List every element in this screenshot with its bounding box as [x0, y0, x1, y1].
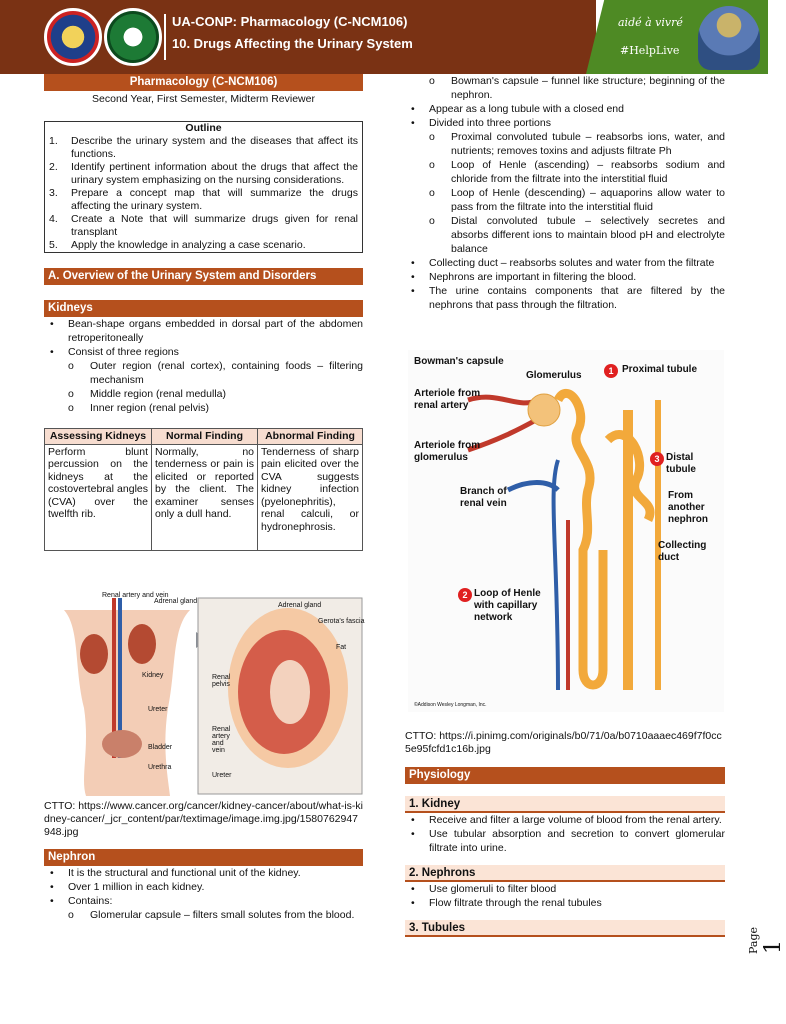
right-column-lower	[405, 730, 725, 937]
bullet-icon: •	[50, 346, 54, 358]
sub-bullet-icon: o	[68, 388, 74, 400]
course-banner: Pharmacology (C-NCM106)	[44, 74, 363, 91]
fig-label: Arteriole from renal artery	[414, 388, 481, 411]
bullet-icon: •	[411, 883, 415, 895]
bullet-icon: •	[50, 881, 54, 893]
list-text: Bowman's capsule – funnel like structure; beginning of the nephron.	[451, 75, 725, 101]
outline-text: Describe the urinary system and the diseases that affect its functions.	[71, 135, 358, 160]
page-number	[742, 927, 786, 954]
outline-item	[45, 239, 362, 252]
table-header: Assessing Kidneys	[45, 429, 152, 445]
fig-label: Ureter	[212, 772, 232, 779]
outline-number: 2.	[49, 161, 58, 173]
fig-label: Gerota's fascia	[318, 618, 365, 625]
sub-bullet-icon: o	[429, 131, 435, 143]
list-item	[405, 827, 725, 855]
list-item	[405, 270, 725, 284]
outline-item	[45, 187, 362, 213]
list-text: It is the structural and functional unit of the kidney.	[68, 867, 301, 879]
outline-text: Prepare a concept map that will summarize the drugs affecting the urinary system.	[71, 187, 358, 212]
list-text: Appear as a long tubule with a closed end	[429, 103, 624, 115]
sub-bullet-icon: o	[68, 909, 74, 921]
header-divider	[164, 14, 166, 60]
fig-label: Adrenal gland	[278, 602, 322, 609]
bullet-icon: •	[411, 814, 415, 826]
outline-box	[44, 121, 363, 253]
list-text: Proximal convoluted tubule – reabsorbs ions, water, and nutrients; removes toxins and adjusts filtrate Ph	[451, 131, 725, 157]
left-column-lower	[44, 800, 363, 922]
table-header: Normal Finding	[152, 429, 258, 445]
figure-credit: CTTO: https://www.cancer.org/cancer/kidney-cancer/about/what-is-kidney-cancer/_jcr_content/par/textimage/image.img.jpg/1580762947948.jpg	[44, 800, 364, 838]
list-item	[405, 102, 725, 116]
bullet-icon: •	[411, 828, 415, 840]
list-item	[405, 882, 725, 896]
college-of-nursing-logo	[104, 8, 162, 66]
list-text: Glomerular capsule – filters small solutes from the blood.	[90, 909, 355, 921]
bullet-icon: •	[50, 867, 54, 879]
list-text: Flow filtrate through the renal tubules	[429, 897, 602, 909]
fig-label: Glomerulus	[526, 370, 582, 381]
outline-number: 4.	[49, 213, 58, 225]
list-text: Divided into three portions	[429, 117, 551, 129]
list-text: Loop of Henle (ascending) – reabsorbs sodium and chloride from the filtrate into the interstitial fluid	[451, 159, 725, 185]
list-text: Use tubular absorption and secretion to convert glomerular filtrate into urine.	[429, 828, 725, 854]
list-item	[405, 116, 725, 130]
list-text: Distal convoluted tubule – selectively secretes and absorbs different ions to maintain blood pH and electrolyte balance	[451, 215, 725, 255]
list-text: Consist of three regions	[68, 346, 179, 358]
fig-label: Collecting duct	[658, 540, 707, 563]
page-header	[0, 0, 768, 74]
bullet-icon: •	[411, 271, 415, 283]
fig-label: Urethra	[148, 764, 172, 771]
left-column	[44, 74, 363, 551]
fig-label: Ureter	[148, 706, 168, 713]
list-text: Middle region (renal medulla)	[90, 388, 226, 400]
nephron-figure	[408, 350, 724, 712]
fig-label: Distal tubule	[666, 452, 696, 475]
table-cell: Normally, no tenderness or pain is elicited or reported by the client. The examiner senses only a dull hand.	[152, 444, 258, 550]
assessment-table	[44, 428, 363, 551]
fig-label: Renal artery and vein	[102, 592, 169, 599]
fig-label: Loop of Henle with capillary network	[474, 588, 541, 623]
sub-bullet-icon: o	[429, 187, 435, 199]
page-num: 1	[761, 940, 786, 954]
fig-label: Fat	[336, 644, 347, 651]
list-text: Use glomeruli to filter blood	[429, 883, 557, 895]
kidney-subheading: 1. Kidney	[405, 796, 725, 813]
list-text: Bean-shape organs embedded in dorsal part of the abdomen retroperitoneally	[68, 318, 363, 344]
list-text: Outer region (renal cortex), containing foods – filtering mechanism	[90, 360, 363, 386]
marker-3: 3	[650, 452, 664, 466]
outline-text: Apply the knowledge in analyzing a case scenario.	[71, 239, 306, 251]
header-hashtag: #HelpLive	[620, 44, 680, 57]
outline-item	[45, 161, 362, 187]
list-item	[405, 284, 725, 312]
statue-emblem-icon	[698, 6, 760, 70]
list-text: Inner region (renal pelvis)	[90, 402, 210, 414]
marker-2: 2	[458, 588, 472, 602]
bullet-icon: •	[50, 895, 54, 907]
table-header: Abnormal Finding	[258, 429, 363, 445]
list-item	[44, 345, 363, 359]
header-course-title: UA-CONP: Pharmacology (C-NCM106)	[172, 14, 408, 29]
list-text: Over 1 million in each kidney.	[68, 881, 205, 893]
bullet-icon: •	[50, 318, 54, 330]
sub-list-item	[44, 359, 363, 387]
fig-label: From another nephron	[668, 490, 708, 525]
sub-list-item	[405, 74, 725, 102]
fig-label: Bladder	[148, 744, 173, 751]
list-item	[44, 880, 363, 894]
sub-list-item	[405, 214, 725, 256]
table-cell: Tenderness of sharp pain elicited over the CVA suggests kidney infection (pyelonephritis), renal calculi, or hydronephrosis.	[258, 444, 363, 550]
sub-list-item	[405, 130, 725, 158]
sub-list-item	[405, 158, 725, 186]
fig-credit: ©Addison Wesley Longman, Inc.	[414, 702, 487, 708]
university-seal-logo	[44, 8, 102, 66]
sub-bullet-icon: o	[429, 159, 435, 171]
tubules-subheading: 3. Tubules	[405, 920, 725, 937]
fig-label: Renal artery and vein	[212, 726, 231, 754]
list-item	[44, 866, 363, 880]
list-item	[405, 896, 725, 910]
outline-text: Create a Note that will summarize drugs given for renal transplant	[71, 213, 358, 238]
outline-item	[45, 135, 362, 161]
outline-number: 1.	[49, 135, 58, 147]
subtitle: Second Year, First Semester, Midterm Reviewer	[92, 93, 315, 105]
list-text: Loop of Henle (descending) – aquaporins allow water to pass from the filtrate into the interstitial fluid	[451, 187, 725, 213]
list-item	[44, 317, 363, 345]
kidneys-heading: Kidneys	[44, 300, 363, 317]
header-topic-title: 10. Drugs Affecting the Urinary System	[172, 36, 413, 51]
bullet-icon: •	[411, 117, 415, 129]
bullet-icon: •	[411, 897, 415, 909]
outline-number: 5.	[49, 239, 58, 251]
list-item	[405, 256, 725, 270]
list-item	[44, 894, 363, 908]
page-label: Page	[747, 926, 760, 954]
list-item	[405, 813, 725, 827]
sub-bullet-icon: o	[429, 215, 435, 227]
bullet-icon: •	[411, 103, 415, 115]
nephron-heading: Nephron	[44, 849, 363, 866]
fig-label: Proximal tubule	[622, 364, 698, 375]
sub-bullet-icon: o	[68, 360, 74, 372]
fig-label: Renal pelvis	[212, 674, 231, 688]
outline-title: Outline	[185, 122, 222, 134]
outline-text: Identify pertinent information about the drugs that affect the urinary system emphasizing on the nursing considerations.	[71, 161, 358, 186]
kidney-anatomy-figure	[50, 588, 366, 796]
fig-label: Arteriole from glomerulus	[414, 440, 481, 463]
list-text: Collecting duct – reabsorbs solutes and water from the filtrate	[429, 257, 715, 269]
marker-1: 1	[604, 364, 618, 378]
fig-label: Branch of renal vein	[460, 486, 507, 509]
outline-number: 3.	[49, 187, 58, 199]
right-column	[405, 74, 725, 312]
sub-list-item	[44, 387, 363, 401]
list-text: The urine contains components that are filtered by the nephrons that pass through the filtration.	[429, 285, 725, 311]
sub-list-item	[44, 401, 363, 415]
sub-bullet-icon: o	[68, 402, 74, 414]
nephrons-subheading: 2. Nephrons	[405, 865, 725, 882]
sub-list-item	[405, 186, 725, 214]
figure-credit: CTTO: https://i.pinimg.com/originals/b0/71/0a/b0710aaaec469f7f0cc5e95fcfd1c16b.jpg	[405, 730, 722, 755]
sub-bullet-icon: o	[429, 75, 435, 87]
bullet-icon: •	[411, 257, 415, 269]
outline-item	[45, 213, 362, 239]
fig-label: Adrenal gland	[154, 598, 198, 605]
header-motto: aidé à vivré	[618, 16, 683, 29]
fig-label: Kidney	[142, 672, 164, 679]
sub-list-item	[44, 908, 363, 922]
list-text: Receive and filter a large volume of blood from the renal artery.	[429, 814, 722, 826]
table-cell: Perform blunt percussion on the kidneys at the costovertebral angles (CVA) over the twelfth rib.	[45, 444, 152, 550]
bullet-icon: •	[411, 285, 415, 297]
list-text: Contains:	[68, 895, 113, 907]
section-a-heading: A. Overview of the Urinary System and Disorders	[44, 268, 363, 285]
fig-label: Bowman's capsule	[414, 356, 504, 367]
list-text: Nephrons are important in filtering the blood.	[429, 271, 637, 283]
physiology-heading: Physiology	[405, 767, 725, 784]
